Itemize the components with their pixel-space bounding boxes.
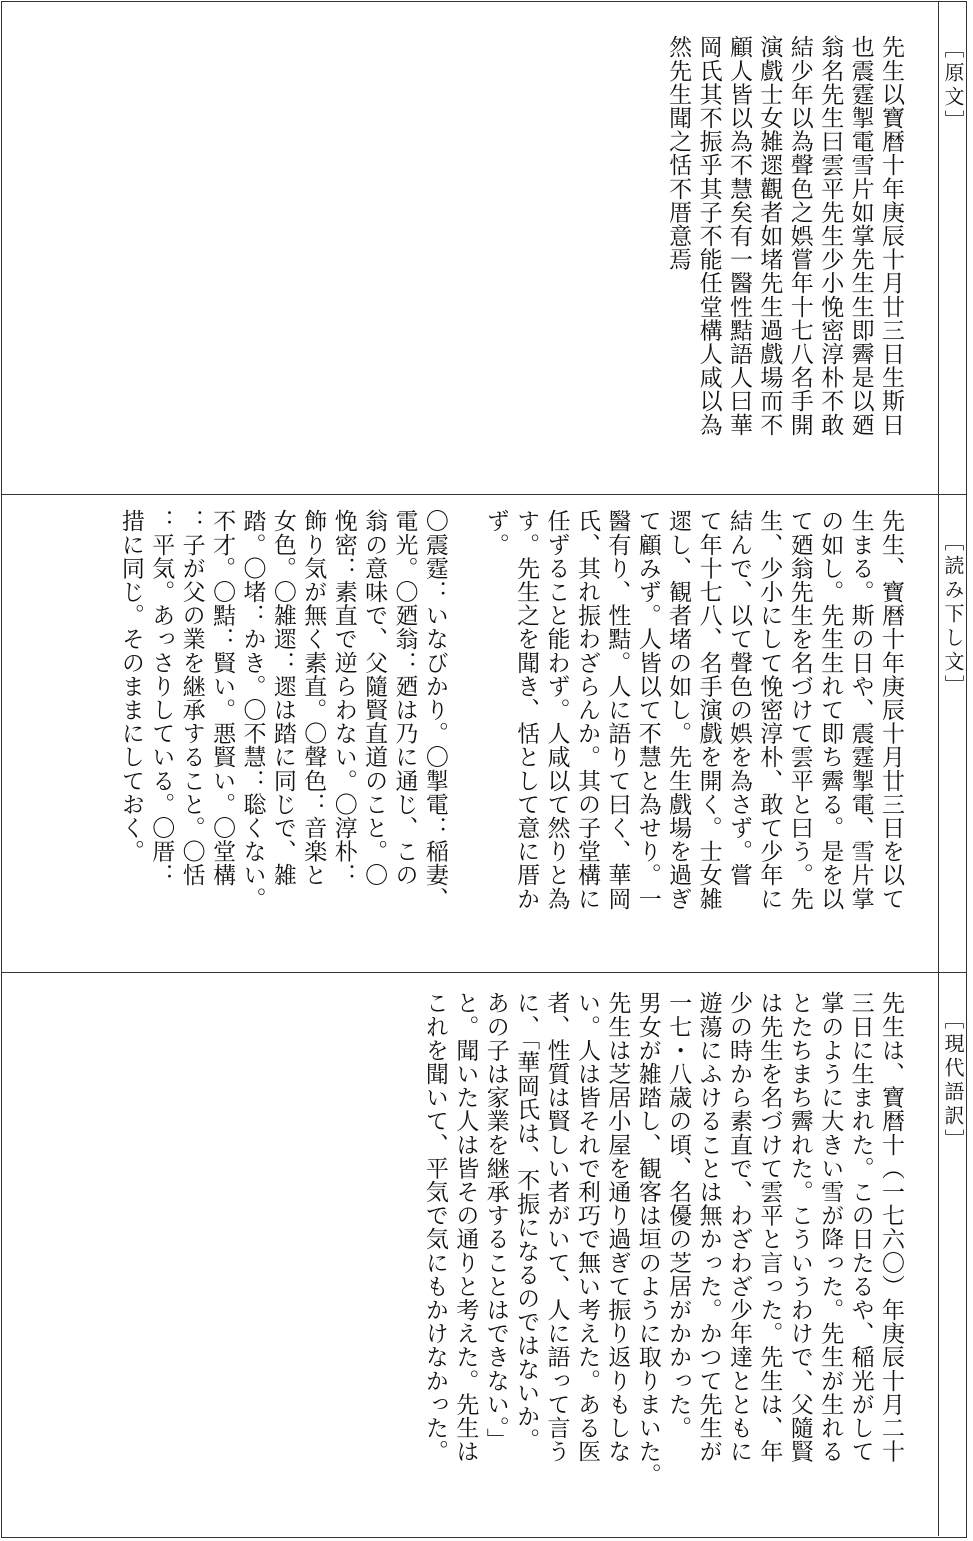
section-label-column (938, 495, 966, 972)
kundoku-text (115, 509, 906, 964)
kundoku-section (2, 495, 966, 973)
section-label-column (938, 973, 966, 1536)
original-text-section (2, 2, 966, 495)
section-label-kundoku: ［読み下し文］ (941, 531, 965, 699)
kundoku-body: 先生、寶暦十年庚辰十月廿三日を以て 生まる。斯の日や、震霆掣電、雪片掌 の如し。先生生れて即ち霽る。是を以 て廼翁先生を名づけて雲平と曰う。先 生、少小にして悗密淳朴、敢て少年に 結んで、以て聲色の娯を為さず。嘗 て年十七八、名手演戲を開く。士女雑 遝し、観者堵の如し。先生戲場を過ぎ て顧みず。人皆以て不慧と為せり。一 醫有り、性黠。人に語りて曰く、華岡 氏、其れ振わざらんか。其の子堂構に 任ずること能わず。人咸以て然りと為 す。先生之を聞き、恬として意に厝か ず。 (482, 509, 904, 911)
kundoku-notes: 〇震霆：いなびかり。〇掣電：稲妻、 電光。〇廼翁：廼は乃に通じ、この 翁の意味で、父隨賢直道のこと。〇 悗密：素直で逆らわない。〇淳朴： 飾り気が無く素直。〇聲色：音楽と 女色。〇雑遝：遝は踏に同じで、雑 踏。〇堵：かき。〇不慧：聡くない。 不才。〇黠：賢い。悪賢い。〇堂構 ：子が父の業を継承すること。〇恬 ：平気。あっさりしている。〇厝： 措に同じ。そのままにしておく。 (117, 509, 448, 911)
page-frame (1, 1, 967, 1538)
original-text: 先生以寶暦十年庚辰十月廿三日生斯日 也震霆掣電雪片如掌先生生即霽是以廼 翁名先生曰雲平先生少小悗密淳朴不敢 結少年以為聲色之娯嘗年十七八名手開 演戲士女雑遝觀者如堵先生過戲場而不 顧人皆以為不慧矣有一醫性黠語人曰華 岡氏其不振乎其子不能任堂構人咸以為 然先生聞之恬不厝意焉 (665, 35, 904, 437)
section-label-column (938, 2, 966, 494)
modern-translation-section (2, 973, 966, 1536)
section-label-original: ［原文］ (941, 38, 965, 134)
section-label-modern: ［現代語訳］ (941, 1009, 965, 1153)
modern-translation-text: 先生は、寶暦十（一七六〇）年庚辰十月二十 三日に生まれた。この日たるや、稲光がして 掌のように大きい雪が降った。先生が生れる とたちまち霽れた。こういうわけで、父隨賢 は先生を名づけて雲平と言った。先生は、年 少の時から素直で、わざわざ少年達とともに 遊蕩にふけることは無かった。かつて先生が 一七・八歳の頃、名優の芝居がかかった。 男女が雑踏し、観客は垣のように取りまいた。 先生は芝居小屋を通り過ぎて振り返りもしな い。人は皆それで利巧で無い考えた。ある医 者、性質は賢しい者がいて、人に語って言う に、「華岡氏は、不振になるのではないか。 あの子は家業を継承することはできない。」 と。聞いた人は皆その通りと考えた。先生は これを聞いて、平気で気にもかけなかった。 (421, 991, 904, 1487)
